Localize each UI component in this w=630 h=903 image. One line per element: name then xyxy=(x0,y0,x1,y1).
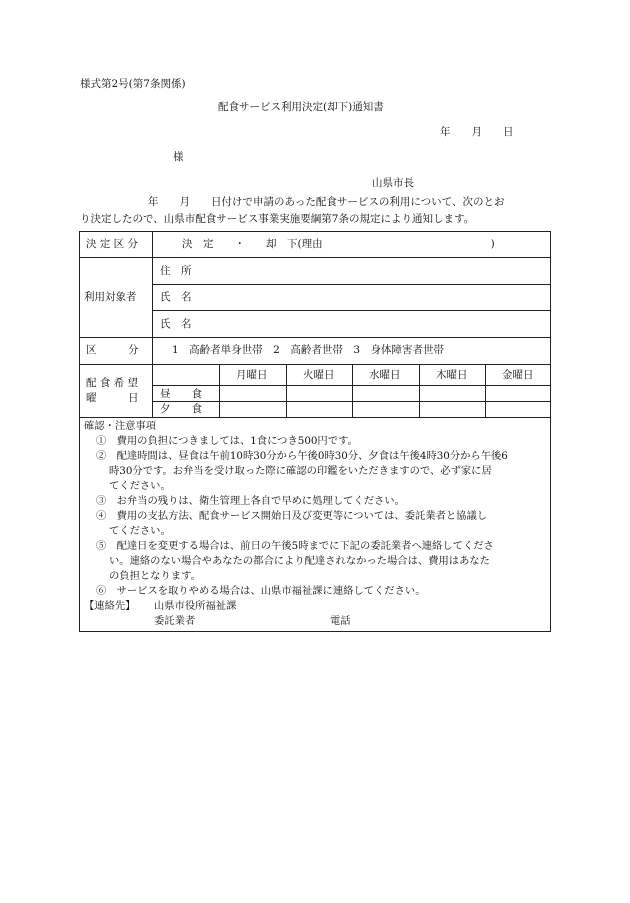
note-line: ④ 費用の支払方法、配食サービス開始日及び変更等については、委託業者と協議し xyxy=(96,510,488,522)
note-line: ② 配達時間は、昼食は午前10時30分から午後0時30分、夕食は午後4時30分から午後6 xyxy=(96,450,508,462)
note-line: てください。 xyxy=(109,525,171,537)
table-border xyxy=(152,310,551,311)
phone-label: 電話 xyxy=(330,615,351,627)
subject-label: 利用対象者 xyxy=(84,291,137,303)
note-line: 時30分です。お弁当を受け取った際に確認の印鑑をいただきますので、必ず家に居 xyxy=(109,465,492,477)
note-line: ③ お弁当の残りは、衛生管理上各自で早めに処理してください。 xyxy=(96,495,405,507)
table-border xyxy=(219,364,220,417)
weekday-header: 金曜日 xyxy=(502,369,534,381)
intro-line-1: 年 月 日付けで申請のあった配食サービスの利用について、次のとお xyxy=(148,196,505,208)
form-number: 様式第2号(第7条関係) xyxy=(80,78,186,90)
dinner-label: 夕 食 xyxy=(160,403,202,415)
weekday-header: 月曜日 xyxy=(236,369,268,381)
table-border xyxy=(79,631,551,632)
table-border xyxy=(79,231,80,632)
table-border xyxy=(286,364,287,417)
category-value: 1 高齢者単身世帯 2 高齢者世帯 3 身体障害者世帯 xyxy=(172,344,445,356)
contact-value: 山県市役所福祉課 xyxy=(154,600,237,612)
table-border xyxy=(485,364,486,417)
note-line: てください。 xyxy=(109,480,171,492)
decision-value: 決 定 ・ 却 下(理由 ) xyxy=(182,238,495,250)
table-border xyxy=(550,231,551,632)
note-line: ⑥ サービスを取りやめる場合は、山県市福祉課に連絡してください。 xyxy=(96,585,426,597)
table-border xyxy=(419,364,420,417)
category-label: 区 分 xyxy=(86,344,139,356)
table-border xyxy=(152,231,153,417)
note-line: の負担となります。 xyxy=(109,570,201,582)
contractor-label: 委託業者 xyxy=(154,615,196,627)
table-border xyxy=(352,364,353,417)
address-label: 住 所 xyxy=(160,265,192,277)
name-label: 氏 名 xyxy=(160,291,192,303)
table-border xyxy=(79,257,551,258)
weekday-header: 木曜日 xyxy=(436,369,468,381)
name-label: 氏 名 xyxy=(160,318,192,330)
note-line: ⑤ 配達日を変更する場合は、前日の午後5時までに下記の委託業者へ連絡してくださ xyxy=(96,540,494,552)
table-border xyxy=(79,337,551,338)
contact-label: 【連絡先】 xyxy=(84,600,136,612)
table-border xyxy=(152,284,551,285)
days-label: 配 食 希 望 xyxy=(86,377,139,389)
table-border xyxy=(79,417,551,418)
addressee: 様 xyxy=(173,151,184,163)
weekday-header: 火曜日 xyxy=(303,369,335,381)
intro-line-2: り決定したので、山県市配食サービス事業実施要綱第7条の規定により通知します。 xyxy=(80,213,475,225)
document-title: 配食サービス利用決定(却下)通知書 xyxy=(218,101,384,113)
note-line: い。連絡のない場合やあなたの都合により配達されなかった場合は、費用はあなた xyxy=(109,555,490,567)
lunch-label: 昼 食 xyxy=(160,388,202,400)
table-border xyxy=(79,231,551,232)
table-border xyxy=(79,364,551,365)
note-line: ① 費用の負担につきましては、1食につき500円です。 xyxy=(96,435,358,447)
issue-date: 年 月 日 xyxy=(440,126,514,138)
weekday-header: 水曜日 xyxy=(369,369,401,381)
issuer: 山県市長 xyxy=(372,177,414,189)
notes-heading: 確認・注意事項 xyxy=(84,420,157,432)
decision-label: 決 定 区 分 xyxy=(86,238,139,250)
days-label: 曜 日 xyxy=(86,392,139,404)
